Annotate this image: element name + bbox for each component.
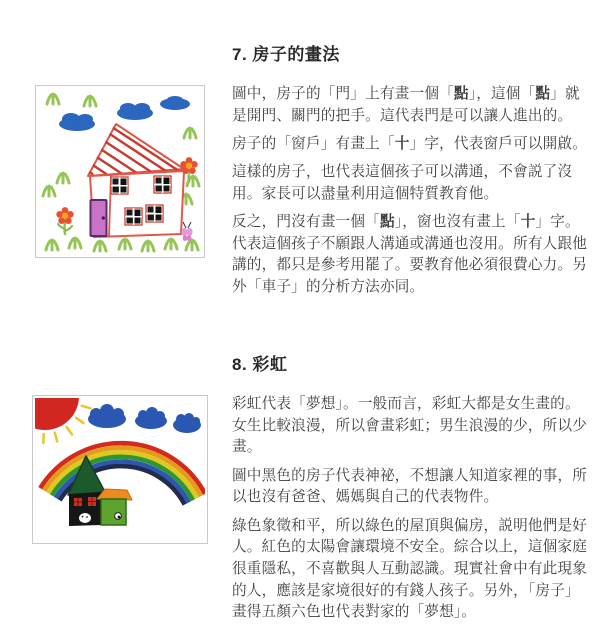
cloud-icon: [88, 404, 201, 433]
cloud-icon: [59, 96, 190, 131]
paragraph-7-4: [232, 212, 589, 299]
text-segment: 圖中黑色的房子代表神祕，不想讓人知道家裡的事，所以也沒有爸爸、媽媽與自己的代表物件。: [232, 467, 588, 506]
window-icon: [125, 208, 142, 225]
butterfly-icon: [181, 222, 192, 241]
house-icon: [88, 124, 184, 237]
emphasis-term: 點: [535, 86, 551, 102]
door-knob-dot: [102, 216, 105, 219]
text-segment: 反之，門沒有畫一個「: [232, 214, 380, 231]
text-segment: 」，窗也沒有畫上「: [394, 214, 521, 231]
section-house-drawing: [232, 44, 589, 305]
sun-icon: [35, 398, 90, 443]
paragraph-8-2: [232, 466, 589, 509]
rainbow-drawing-figure: [32, 395, 208, 544]
section-7-title: 7. 房子的畫法: [232, 45, 340, 64]
text-segment: 」字，代表窗戶可以開啟。: [409, 135, 588, 152]
window-icon: [146, 205, 163, 222]
window-icon: [154, 176, 171, 193]
text-segment: 房子的「窗戶」有畫上「: [232, 135, 395, 152]
paragraph-7-1: [232, 84, 589, 127]
paragraph-8-1: [232, 394, 589, 459]
paragraph-7-3: [232, 162, 589, 205]
paragraph-8-3: [232, 516, 589, 625]
text-segment: 」就是開門、關門的把手。這代表門是可以讓人進出的。: [232, 86, 580, 124]
emphasis-term: 十: [520, 214, 536, 231]
text-segment: 綠色象徵和平，所以綠色的屋頂與偏房，説明他們是好人。紅色的太陽會讓環境不安全。綜合以上，這個家庭很重隱私，不喜歡與人互動認識。現實社會中有此現象的人，應該是家境很好的有錢人孩子。另外，「房子」畫得五顏六色也代表對家的「夢想」。: [232, 517, 588, 621]
text-segment: 彩虹代表「夢想」。一般而言，彩虹大都是女生畫的。女生比較浪漫，所以會畫彩虹；男生浪漫的少，所以少畫。: [232, 396, 588, 456]
emphasis-term: 十: [394, 135, 410, 152]
text-segment: 」，這個「: [468, 86, 536, 102]
section-8-title: 8. 彩虹: [232, 355, 288, 374]
text-segment: 這樣的房子，也代表這個孩子可以溝通，不會説了沒用。家長可以盡量利用這個特質教育他。: [232, 164, 573, 202]
text-segment: 圖中，房子的「門」上有畫一個「: [232, 86, 454, 102]
text-segment: 」字。代表這個孩子不願跟人溝通或溝通也沒用。所有人跟他講的，都只是參考用罷了。要教育他必須很費心力。另外「車子」的分析方法亦同。: [232, 214, 588, 296]
green-annex-icon: [97, 489, 132, 525]
emphasis-term: 點: [379, 214, 395, 231]
window-icon: [111, 177, 128, 194]
paragraph-7-2: [232, 134, 589, 156]
section-rainbow: [232, 354, 589, 631]
emphasis-term: 點: [453, 86, 469, 102]
rainbow-drawing-illustration: [35, 398, 205, 541]
house-drawing-illustration: [38, 88, 202, 255]
house-drawing-figure: [35, 85, 205, 258]
